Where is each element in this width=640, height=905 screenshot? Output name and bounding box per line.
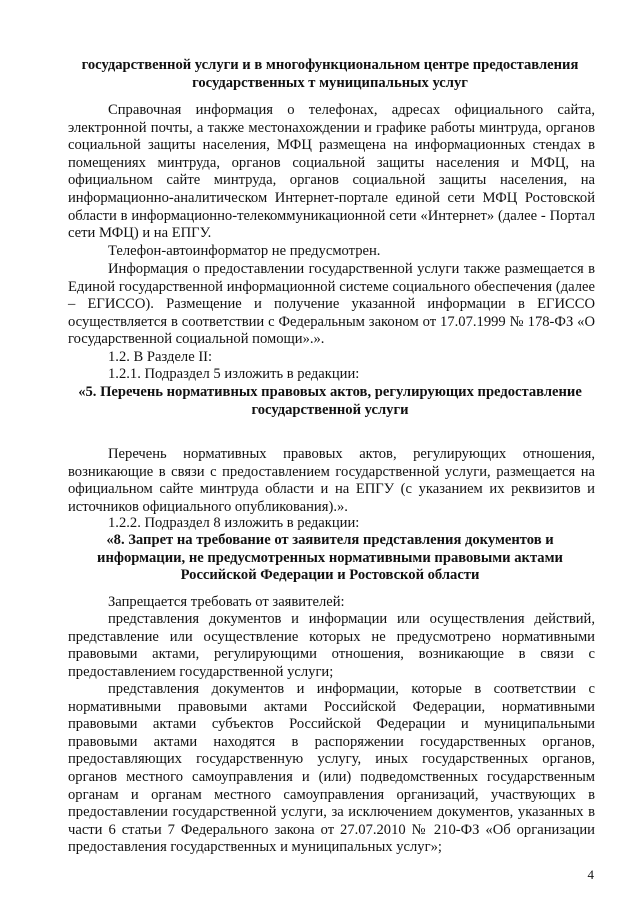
- heading-subsection-5: «5. Перечень нормативных правовых актов, регулирующих предоставление государственной услуги: [78, 384, 582, 418]
- paragraph-prohibited-intro: Запрещается требовать от заявителей:: [108, 594, 345, 610]
- paragraph-prohibited-item-2: представления документов и информации, которые в соответствии с нормативными правовыми актами Российской Федерации, нормативными правовыми актами субъектов Российской Федерации и муниципальными правовыми актами находятся в распоряжении государственных органов, предоставляющих государственную услугу, иных государственных органов, органов местного самоуправления и (или) подведомственных государственным органам и органам местного самоуправления организаций, участвующих в предоставлении государственной услуги, за исключением документов, указанных в части 6 статьи 7 Федерального закона от 27.07.2010 № 210-ФЗ «Об организации предоставления государственных и муниципальных услуг»;: [68, 681, 595, 856]
- paragraph-legal-acts-list: Перечень нормативных правовых актов, регулирующих отношения, возникающие в связи с предоставлением государственной услуги, размещается на официальном сайте минтруда области и на ЕПГУ (с указанием их реквизитов и источников официального опубликования).».: [68, 446, 595, 515]
- paragraph-prohibited-item-1: представления документов и информации или осуществления действий, представление или осуществление которых не предусмотрено нормативными правовыми актами, регулирующими отношения, возникающие в связи с предоставлением государственной услуги;: [68, 611, 595, 680]
- paragraph-section-ii: 1.2. В Разделе II:: [108, 349, 213, 365]
- paragraph-egisso: Информация о предоставлении государственной услуги также размещается в Единой государственной информационной системе социального обеспечения (далее – ЕГИССО). Размещение и получение указанной информации в ЕГИССО осуществляется в соответствии с Федеральным законом от 17.07.1999 № 178-ФЗ «О государственной социальной помощи».».: [68, 261, 595, 348]
- section-heading-continued: государственной услуги и в многофункциональном центре предоставления государственных т муниципальных услуг: [81, 57, 579, 91]
- paragraph-subsection-8: 1.2.2. Подраздел 8 изложить в редакции:: [108, 515, 360, 531]
- page-number: 4: [587, 867, 594, 882]
- paragraph-subsection-5: 1.2.1. Подраздел 5 изложить в редакции:: [108, 366, 360, 382]
- heading-subsection-8: «8. Запрет на требование от заявителя представления документов и информации, не предусмотренных нормативными правовыми актами Российской Федерации и Ростовской области: [97, 532, 563, 584]
- paragraph-autoinformer: Телефон-автоинформатор не предусмотрен.: [108, 243, 381, 259]
- paragraph-reference-info: Справочная информация о телефонах, адресах официального сайта, электронной почты, а также местонахождении и графике работы минтруда, органов социальной защиты населения, МФЦ размещена на информационных стендах в помещениях минтруда, органов социальной защиты населения и МФЦ, на официальном сайте минтруда, органов социальной защиты населения, на информационно-аналитическом Интернет-портале единой сети МФЦ Ростовской области в информационно-телекоммуникационной сети «Интернет» (далее - Портал сети МФЦ) и на ЕПГУ.: [68, 102, 595, 242]
